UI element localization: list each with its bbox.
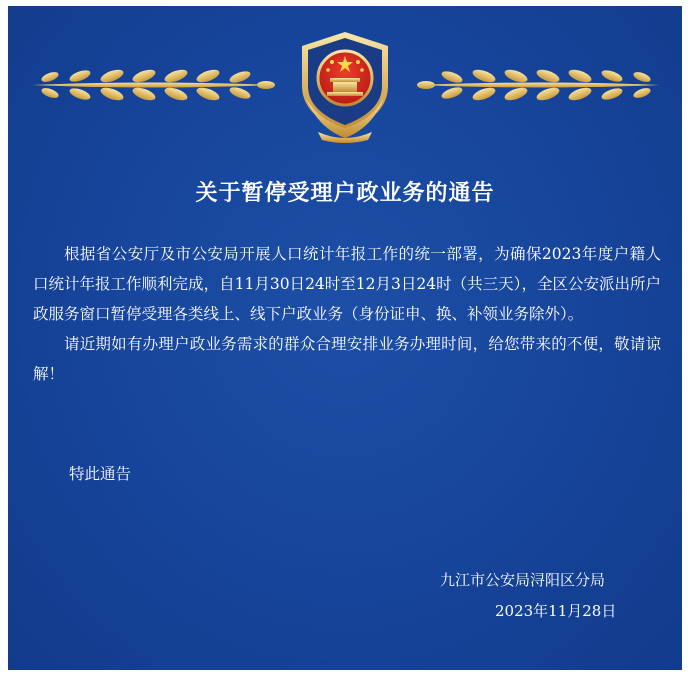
laurel-left-icon [28,68,278,102]
emblem-banner [8,28,682,148]
closing-line: 特此通告 [69,465,132,483]
body-paragraph: 请近期如有办理户政业务需求的群众合理安排业务办理时间，给您带来的不便，敬请谅解！ [33,335,661,383]
police-emblem-icon [288,28,402,144]
notice-body [33,239,661,389]
notice-title: 关于暂停受理户政业务的通告 [195,180,495,206]
body-paragraph: 根据省公安厅及市公安局开展人口统计年报工作的统一部署，为确保2023年度户籍人口统计年报工作顺利完成，自11月30日24时至12月3日24时（共三天），全区公安派出所户政服务窗口暂停受理各类线上、线下户政业务（身份证申、换、补领业务除外）。 [33,245,661,323]
notice-poster [8,6,682,670]
issue-date: 2023年11月28日 [495,602,617,620]
issuer-name: 九江市公安局浔阳区分局 [440,571,606,589]
laurel-right-icon [414,68,664,102]
